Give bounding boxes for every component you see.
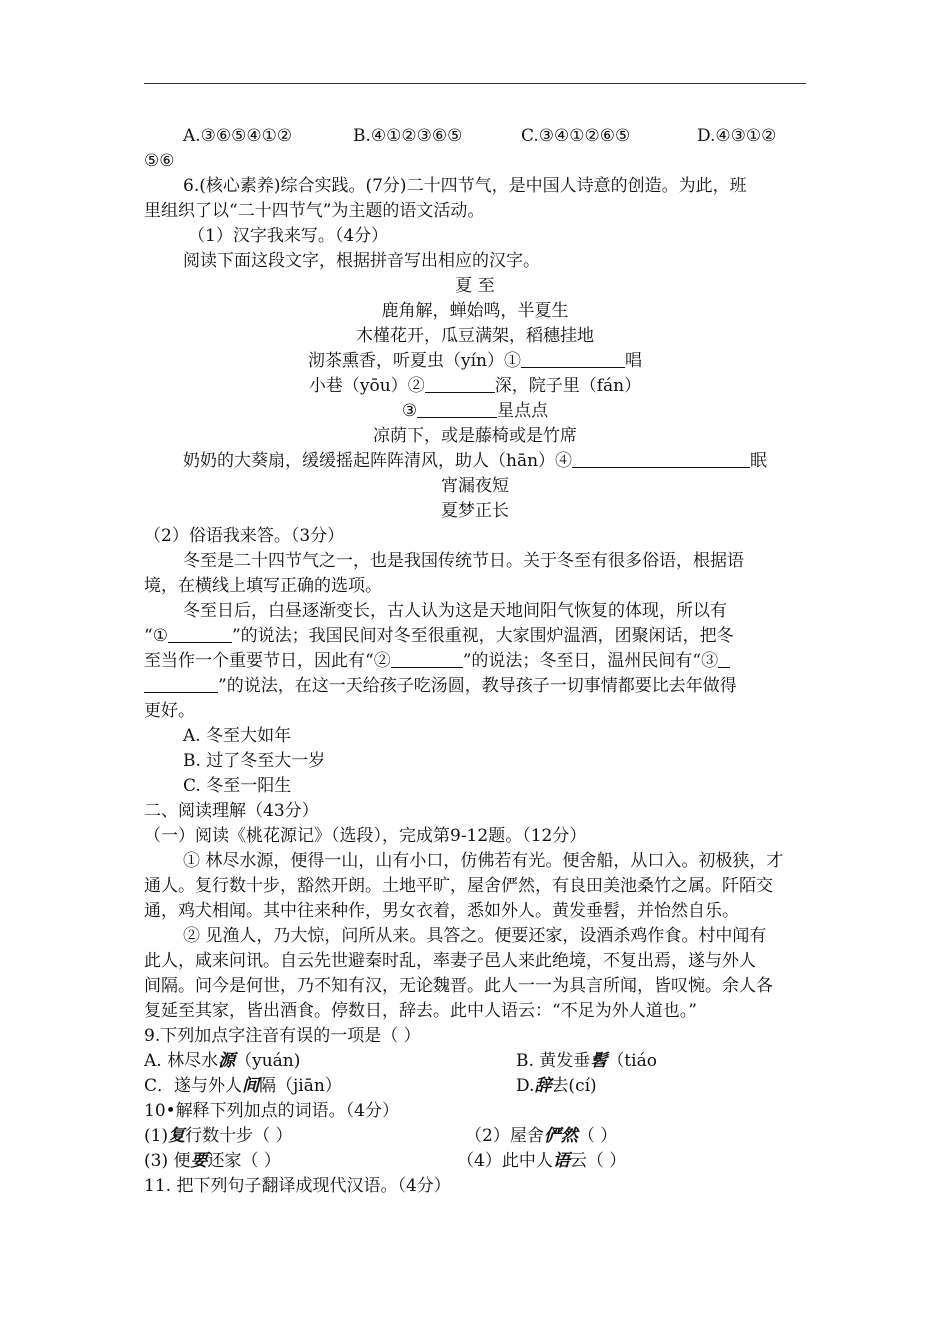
para-text: 至当作一个重要节日，因此有“② bbox=[144, 651, 391, 671]
poem-line-blank2 bbox=[144, 374, 806, 398]
poem-line-blank4 bbox=[183, 449, 767, 473]
poem-line-blank1 bbox=[144, 349, 806, 373]
q6-sub2-para2: 冬至日后，白昼逐渐变长，古人认为这是天地间阳气恢复的体现，所以有 bbox=[183, 601, 727, 621]
dotted-char: 间 bbox=[242, 1076, 260, 1096]
poem-text: 唱 bbox=[625, 351, 642, 371]
q5-option-d-cont: ⑤⑥ bbox=[144, 151, 175, 171]
q6-sub2-para2 bbox=[144, 649, 730, 673]
dotted-char: 辞 bbox=[534, 1076, 552, 1096]
poem-text: 星点点 bbox=[497, 401, 549, 421]
saying-blank-1[interactable] bbox=[168, 624, 232, 643]
item-text: 行数十步（ ） bbox=[185, 1126, 293, 1146]
dotted-word: 俨然 bbox=[543, 1126, 578, 1146]
passage-para2: 复延至其家，皆出酒食。停数日，辞去。此中人语云：“不足为外人道也。” bbox=[144, 1001, 697, 1021]
passage-para1: 通，鸡犬相闻。其中往来种作，男女衣着，悉如外人。黄发垂髫，并怡然自乐。 bbox=[144, 901, 739, 921]
saying-blank-3[interactable] bbox=[718, 649, 730, 668]
q5-option-c: C.③④①②⑥⑤ bbox=[521, 126, 631, 146]
item-text: (1) bbox=[144, 1126, 169, 1146]
item-text: （4）此中人 bbox=[457, 1151, 553, 1171]
item-text: （ ） bbox=[577, 1126, 618, 1146]
dotted-char: 髫 bbox=[590, 1051, 608, 1071]
item-text: （2）屋舍 bbox=[465, 1126, 544, 1146]
q6-sub2-para2 bbox=[144, 624, 734, 648]
q6-sub2-para2 bbox=[144, 674, 737, 698]
para-text: ”的说法；我国民间对冬至很重视，大家围炉温酒，团聚闲话，把冬 bbox=[231, 626, 734, 646]
passage-para2: 此人，咸来问讯。自云先世避秦时乱，率妻子邑人来此绝境，不复出焉，遂与外人 bbox=[144, 951, 756, 971]
q5-options-row bbox=[183, 124, 776, 148]
option-text: B. 黄发垂 bbox=[516, 1051, 591, 1071]
q10-item-4 bbox=[457, 1149, 626, 1173]
q6-sub1-instruction: 阅读下面这段文字，根据拼音写出相应的汉字。 bbox=[183, 251, 540, 271]
section2-part1-title: （一）阅读《桃花源记》（选段），完成第9-12题。（12分） bbox=[144, 826, 587, 846]
option-text: （yuán) bbox=[235, 1051, 301, 1071]
para-text: ”的说法；冬至日，温州民间有“③ bbox=[462, 651, 719, 671]
option-text: 去(cí) bbox=[551, 1076, 597, 1096]
q6-sub2-para2: 更好。 bbox=[144, 701, 195, 721]
dotted-char: 源 bbox=[218, 1051, 236, 1071]
q9-option-a bbox=[144, 1049, 300, 1073]
q5-option-a: A.③⑥⑤④①② bbox=[183, 126, 293, 146]
item-text: (3) 便 bbox=[144, 1151, 191, 1171]
poem-line-blank3 bbox=[144, 399, 806, 423]
dotted-word: 语 bbox=[552, 1151, 570, 1171]
poem-line: 夏梦正长 bbox=[441, 501, 509, 521]
poem-text: ③ bbox=[401, 401, 418, 421]
q10-stem: 10•解释下列加点的词语。（4分） bbox=[144, 1101, 399, 1121]
passage-para2: 间隔。问今是何世，乃不知有汉，无论魏晋。此人一一为具言所闻，皆叹惋。余人各 bbox=[144, 976, 773, 996]
item-text: 云（ ） bbox=[569, 1151, 627, 1171]
option-text: C．遂与外人 bbox=[144, 1076, 243, 1096]
poem-line: 宵漏夜短 bbox=[441, 476, 509, 496]
saying-blank-2[interactable] bbox=[391, 649, 463, 668]
poem-text: 深，院子里（fán） bbox=[494, 376, 642, 396]
passage-para1: 通人。复行数十步，豁然开朗。土地平旷，屋舍俨然，有良田美池桑竹之属。阡陌交 bbox=[144, 876, 773, 896]
q5-option-b: B.④①②③⑥⑤ bbox=[353, 126, 463, 146]
saying-blank-3-cont[interactable] bbox=[144, 674, 218, 693]
poem-title: 夏 至 bbox=[455, 276, 495, 296]
q10-item-1 bbox=[144, 1124, 293, 1148]
poem-text: 沏茶熏香，听夏虫（yín）① bbox=[308, 351, 521, 371]
q6-sub2-para1: 冬至是二十四节气之一，也是我国传统节日。关于冬至有很多俗语，根据语 bbox=[183, 551, 744, 571]
item-text: 还家（ ） bbox=[207, 1151, 281, 1171]
para-text: “① bbox=[144, 626, 168, 646]
q9-option-b bbox=[516, 1049, 657, 1073]
q6-sub2-para1: 境，在横线上填写正确的选项。 bbox=[144, 576, 382, 596]
fill-blank-2[interactable] bbox=[425, 374, 495, 393]
option-text: 隔（jiān） bbox=[259, 1076, 342, 1096]
poem-line: 鹿角解，蝉始鸣，半夏生 bbox=[381, 301, 569, 321]
q9-option-d bbox=[516, 1074, 597, 1098]
header-rule bbox=[144, 83, 806, 84]
q9-stem: 9.下列加点字注音有误的一项是（ ） bbox=[144, 1026, 421, 1046]
para-text: ”的说法，在这一天给孩子吃汤圆，教导孩子一切事情都要比去年做得 bbox=[218, 676, 737, 696]
q6-sub2-title: （2）俗语我来答。（3分） bbox=[144, 526, 345, 546]
passage-para2: ② 见渔人，乃大惊，问所从来。具答之。便要还家，设酒杀鸡作食。村中闻有 bbox=[183, 926, 767, 946]
fill-blank-3[interactable] bbox=[417, 399, 497, 418]
q6-stem-line1: 6.(核心素养)综合实践。(7分)二十四节气，是中国人诗意的创造。为此，班 bbox=[183, 176, 747, 196]
poem-line: 木槿花开，瓜豆满架，稻穗挂地 bbox=[356, 326, 594, 346]
q10-item-3 bbox=[144, 1149, 281, 1173]
fill-blank-4[interactable] bbox=[572, 449, 750, 468]
dotted-word: 复 bbox=[168, 1126, 186, 1146]
q10-item-2 bbox=[465, 1124, 617, 1148]
poem-text: 眠 bbox=[750, 451, 768, 471]
option-text: D. bbox=[516, 1076, 535, 1096]
option-text: （tiáo bbox=[607, 1051, 657, 1071]
saying-option-c: C. 冬至一阳生 bbox=[183, 776, 292, 796]
poem-text: 奶奶的大葵扇，缓缓摇起阵阵清风，助人（hān）④ bbox=[183, 451, 573, 471]
section2-title: 二、阅读理解（43分） bbox=[144, 801, 319, 821]
q6-sub1-title: （1）汉字我来写。（4分） bbox=[188, 226, 389, 246]
poem-text: 小巷（yōu）② bbox=[308, 376, 425, 396]
poem-line: 凉荫下，或是藤椅或是竹席 bbox=[373, 426, 577, 446]
q5-option-d: D.④③①② bbox=[697, 126, 777, 146]
dotted-word: 要 bbox=[190, 1151, 208, 1171]
saying-option-a: A. 冬至大如年 bbox=[183, 726, 292, 746]
q9-option-c bbox=[144, 1074, 342, 1098]
q11-stem: 11. 把下列句子翻译成现代汉语。（4分） bbox=[144, 1176, 451, 1196]
fill-blank-1[interactable] bbox=[521, 349, 625, 368]
passage-para1: ① 林尽水源，便得一山，山有小口，仿佛若有光。便舍船，从口入。初极狭，才 bbox=[183, 851, 784, 871]
saying-option-b: B. 过了冬至大一岁 bbox=[183, 751, 326, 771]
option-text: A. 林尽水 bbox=[144, 1051, 219, 1071]
q6-stem-line2: 里组织了以“二十四节气”为主题的语文活动。 bbox=[144, 201, 485, 221]
